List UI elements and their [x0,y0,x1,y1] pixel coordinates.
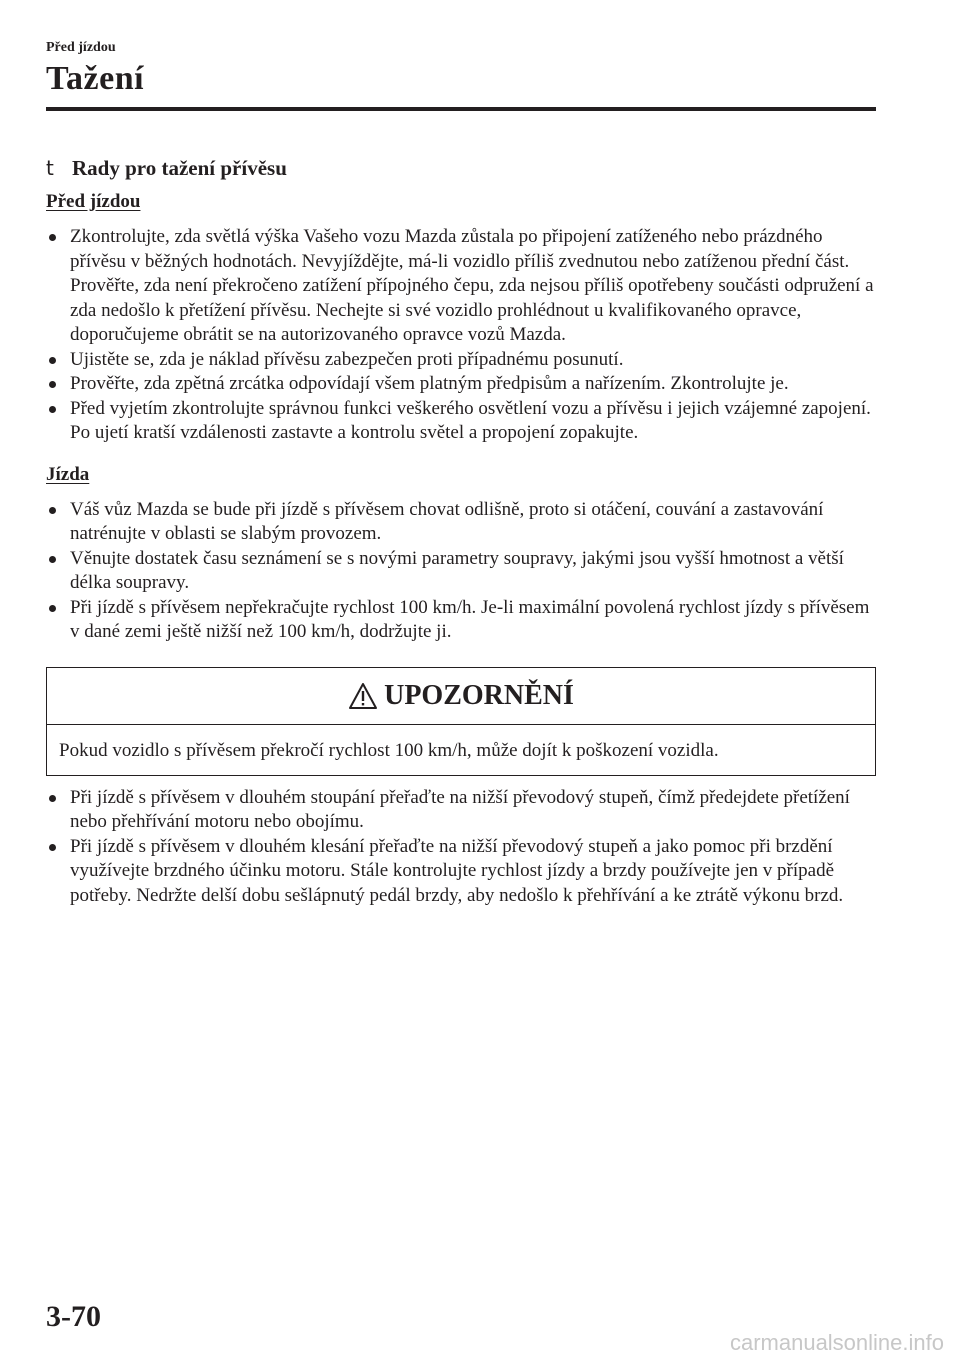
list-item-text: Při jízdě s přívěsem nepřekračujte rychlost 100 km/h. Je-li maximální povolená rychlost jízdy s přívěsem v dané zemi ještě nižší než 100 km/h, dodržujte ji. [70,596,870,642]
warning-triangle-icon [348,682,378,710]
bullet-list-driving [46,498,876,645]
list-item-text: Ujistěte se, zda je náklad přívěsu zabezpečen proti případnému posunutí. [70,348,624,370]
list-item-text: Před vyjetím zkontrolujte správnou funkci veškerého osvětlení vozu a přívěsu i jejich vzájemné zapojení. Po ujetí kratší vzdálenosti zastavte a kontrolu světel a propojení zopakujte. [70,397,871,443]
warning-header [47,668,875,725]
bullet-list-driving-continued [46,786,876,909]
warning-title: UPOZORNĚNÍ [384,679,574,711]
page-number: 3-70 [46,1300,101,1333]
subheading-before-driving: Před jízdou [46,191,141,212]
list-item [46,397,876,446]
list-item-text: Při jízdě s přívěsem v dlouhém klesání přeřaďte na nižší převodový stupeň a jako pomoc při brzdění využívejte brzdného účinku motoru. Stále kontrolujte rychlost jízdy a brzdy používejte jen v případě potřeby. Nedržte delší dobu sešlápnutý pedál brzdy, aby nedošlo k přehřívání a ke ztrátě výkonu brzd. [70,835,844,906]
watermark: carmanualsonline.info [729,1330,944,1355]
list-item [46,835,876,909]
list-item-text: Váš vůz Mazda se bude při jízdě s přívěsem chovat odlišně, proto si otáčení, couvání a zastavování natrénujte v oblasti se slabým provozem. [70,498,824,544]
section-heading [46,156,876,181]
subheading-driving: Jízda [46,463,90,485]
list-item [46,225,876,348]
section-marker-icon: t [46,156,54,180]
list-item [46,596,876,645]
section-title: Rady pro tažení přívěsu [72,156,287,180]
list-item [46,372,876,397]
list-item [46,348,876,373]
list-item-text: Věnujte dostatek času seznámení se s novými parametry soupravy, jakými jsou vyšší hmotnost a větší délka soupravy. [70,547,844,593]
running-head: Před jízdou [46,40,116,55]
spacer [46,446,876,458]
title-rule [46,107,876,111]
content [46,156,876,908]
list-item [46,786,876,835]
list-item-text: Zkontrolujte, zda světlá výška Vašeho vozu Mazda zůstala po připojení zatíženého nebo prázdného přívěsu v běžných hodnotách. Nevyjíždějte, má-li vozidlo příliš zvednutou nebo zatíženou přední část. Prověřte, zda není překročeno zatížení přípojného čepu, zda nejsou příliš opotřebeny součásti odpružení a zda nedošlo k přetížení přívěsu. Nechejte si své vozidlo prohlédnout u kvalifikovaného opravce, doporučujeme obrátit se na autorizovaného opravce vozů Mazda. [70,226,874,345]
chapter-title: Tažení [46,60,145,97]
list-item [46,547,876,596]
list-item [46,498,876,547]
warning-text: Pokud vozidlo s přívěsem překročí rychlost 100 km/h, může dojít k poškození vozidla. [59,739,719,761]
list-item-text: Při jízdě s přívěsem v dlouhém stoupání přeřaďte na nižší převodový stupeň, čímž předejdete přetížení nebo přehřívání motoru nebo obojímu. [70,786,850,832]
list-item-text: Prověřte, zda zpětná zrcátka odpovídají všem platným předpisům a nařízením. Zkontrolujte je. [70,373,789,394]
bullet-list-before-driving [46,225,876,446]
warning-box [46,667,876,776]
